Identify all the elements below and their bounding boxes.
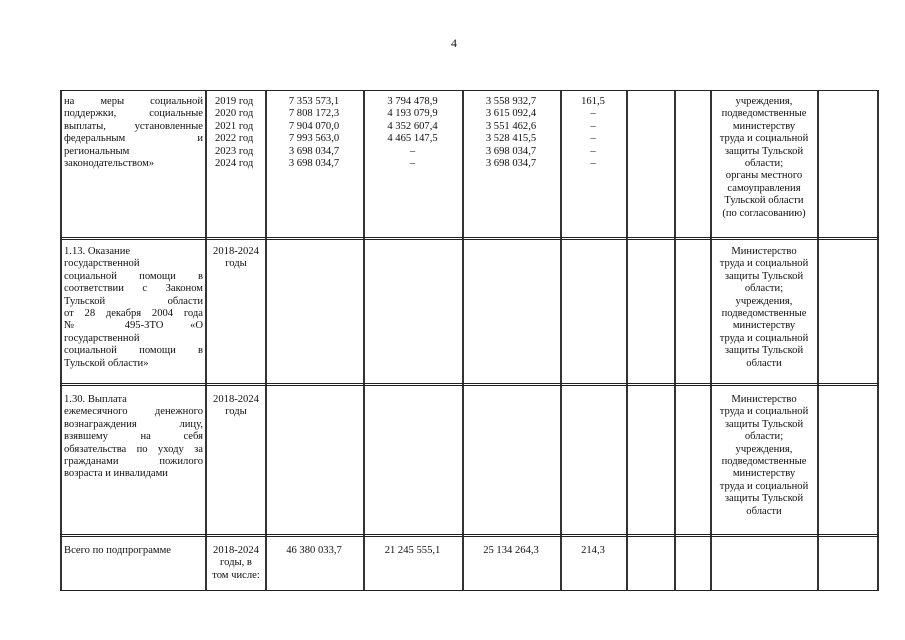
cell-line: – — [590, 120, 596, 132]
cell-line: защиты Тульской — [724, 345, 804, 357]
column-border — [205, 90, 207, 591]
cell-line: социальной помощи в — [64, 270, 203, 282]
cell-line: 7 993 563,0 — [288, 133, 340, 145]
row-border — [60, 383, 879, 386]
cell-line: – — [590, 158, 596, 170]
row4-total: 46 380 033,7 — [286, 545, 342, 556]
program-table — [60, 90, 879, 591]
row1-executor — [711, 96, 817, 220]
cell-line: учреждения, — [735, 295, 793, 307]
cell-line: № 495-ЗТО «О — [64, 320, 203, 332]
column-border — [674, 90, 676, 591]
cell-line: 4 193 079,9 — [387, 108, 438, 120]
cell-line: 1.13. Оказание — [64, 246, 131, 257]
cell-line: 161,5 — [581, 96, 605, 107]
column-border — [60, 90, 62, 591]
cell-line: том числе: — [212, 569, 260, 581]
cell-line: – — [590, 108, 596, 120]
cell-line: годы — [225, 258, 247, 270]
cell-line: (по согласованию) — [722, 207, 806, 219]
row4-federal: 21 245 555,1 — [384, 545, 441, 556]
row1-total — [267, 96, 361, 170]
cell-line: 4 352 607,4 — [387, 120, 438, 132]
cell-line: региональным — [64, 145, 130, 157]
cell-line: 3 615 092,4 — [485, 108, 537, 120]
cell-line: – — [590, 145, 596, 157]
row4-name: Всего по подпрограмме — [64, 545, 172, 556]
cell-line: труда и социальной — [719, 133, 809, 145]
cell-line: 3 558 932,7 — [485, 96, 537, 107]
column-border — [626, 90, 628, 591]
cell-line: взявшему на себя — [64, 431, 203, 443]
cell-line: труда и социальной — [719, 258, 809, 270]
cell-line: от 28 декабря 2004 года — [64, 308, 203, 320]
cell-line: Тульской области — [724, 195, 804, 207]
cell-line: области — [746, 505, 782, 517]
cell-line: соответствии с Законом — [64, 283, 203, 295]
cell-line: – — [409, 158, 416, 170]
cell-line: труда и социальной — [719, 406, 809, 418]
cell-line: годы, в — [220, 557, 252, 569]
cell-line: законодательством» — [64, 158, 155, 170]
cell-line: 7 904 070,0 — [288, 120, 340, 132]
cell-line: социальной помощи в — [64, 345, 203, 357]
cell-line: возраста и инвалидами — [64, 468, 168, 480]
cell-line: выплаты, установленные — [64, 120, 203, 132]
row1-years — [215, 96, 263, 170]
cell-line: самоуправления — [727, 182, 801, 194]
cell-line: государственной — [64, 258, 140, 270]
cell-line: области; — [744, 283, 784, 295]
cell-line: защиты Тульской — [724, 145, 804, 157]
cell-line: учреждения, — [735, 96, 793, 107]
cell-line: 2024 год — [215, 158, 254, 170]
row3-period — [207, 394, 265, 419]
row1-federal — [365, 96, 460, 170]
cell-line: труда и социальной — [719, 332, 809, 344]
page-number: 4 — [451, 36, 457, 50]
cell-line: области; — [744, 431, 784, 443]
cell-line: 7 808 172,3 — [288, 108, 340, 120]
cell-line: 3 551 462,6 — [485, 120, 537, 132]
cell-line: 2018-2024 — [213, 545, 259, 556]
row3-executor — [711, 394, 817, 518]
cell-line: защиты Тульской — [724, 418, 804, 430]
row-border — [60, 590, 879, 591]
row-border — [60, 534, 879, 537]
cell-line: 2023 год — [215, 145, 254, 157]
cell-line: 2018-2024 — [213, 394, 259, 405]
row4-period — [207, 545, 265, 582]
cell-line: обязательства по уходу за — [64, 443, 203, 455]
row1-local — [562, 96, 624, 170]
cell-line: федеральным и — [64, 133, 203, 145]
cell-line: подведомственные — [721, 308, 807, 320]
row1-regional — [464, 96, 558, 170]
row4-regional: 25 134 264,3 — [483, 545, 539, 556]
cell-line: 3 698 034,7 — [288, 145, 340, 157]
cell-line: министерству — [732, 468, 796, 480]
cell-line: 1.30. Выплата — [64, 394, 127, 405]
cell-line: гражданами пожилого — [64, 456, 203, 468]
cell-line: на меры социальной — [64, 96, 203, 107]
row3-name — [64, 394, 203, 481]
cell-line: 3 698 034,7 — [485, 158, 537, 170]
cell-line: 3 698 034,7 — [485, 145, 537, 157]
cell-line: поддержки, социальные — [64, 108, 203, 120]
cell-line: Министерство — [731, 246, 797, 257]
row-border — [60, 90, 879, 91]
row1-name — [64, 96, 203, 170]
cell-line: Тульской области — [64, 295, 203, 307]
cell-line: – — [409, 145, 416, 157]
row2-name — [64, 246, 203, 370]
cell-line: 3 698 034,7 — [288, 158, 340, 170]
cell-line: государственной — [64, 332, 140, 344]
cell-line: годы — [225, 406, 247, 418]
cell-line: труда и социальной — [719, 480, 809, 492]
cell-line: 4 465 147,5 — [387, 133, 438, 145]
row2-period — [207, 246, 265, 271]
cell-line: Тульской области» — [64, 357, 149, 369]
row-border — [60, 237, 879, 240]
cell-line: области — [746, 357, 782, 369]
cell-line: ежемесячного денежного — [64, 406, 203, 418]
cell-line: Министерство — [731, 394, 797, 405]
cell-line: 2018-2024 — [213, 246, 259, 257]
cell-line: органы местного — [725, 170, 803, 182]
row2-executor — [711, 246, 817, 370]
cell-line: 3 794 478,9 — [387, 96, 438, 107]
column-border — [817, 90, 819, 591]
cell-line: 2021 год — [215, 120, 254, 132]
cell-line: подведомственные — [721, 456, 807, 468]
cell-line: области; — [744, 158, 784, 170]
cell-line: 2019 год — [215, 96, 254, 107]
column-border — [877, 90, 879, 591]
cell-line: вознаграждения лицу, — [64, 418, 203, 430]
cell-line: 2022 год — [215, 133, 254, 145]
cell-line: министерству — [732, 320, 796, 332]
cell-line: учреждения, — [735, 443, 793, 455]
cell-line: подведомственные — [721, 108, 807, 120]
cell-line: министерству — [732, 120, 796, 132]
cell-line: 2020 год — [215, 108, 254, 120]
cell-line: защиты Тульской — [724, 270, 804, 282]
cell-line: 7 353 573,1 — [288, 96, 340, 107]
cell-line: – — [590, 133, 596, 145]
row4-local: 214,3 — [581, 545, 605, 556]
cell-line: защиты Тульской — [724, 493, 804, 505]
cell-line: 3 528 415,5 — [485, 133, 537, 145]
